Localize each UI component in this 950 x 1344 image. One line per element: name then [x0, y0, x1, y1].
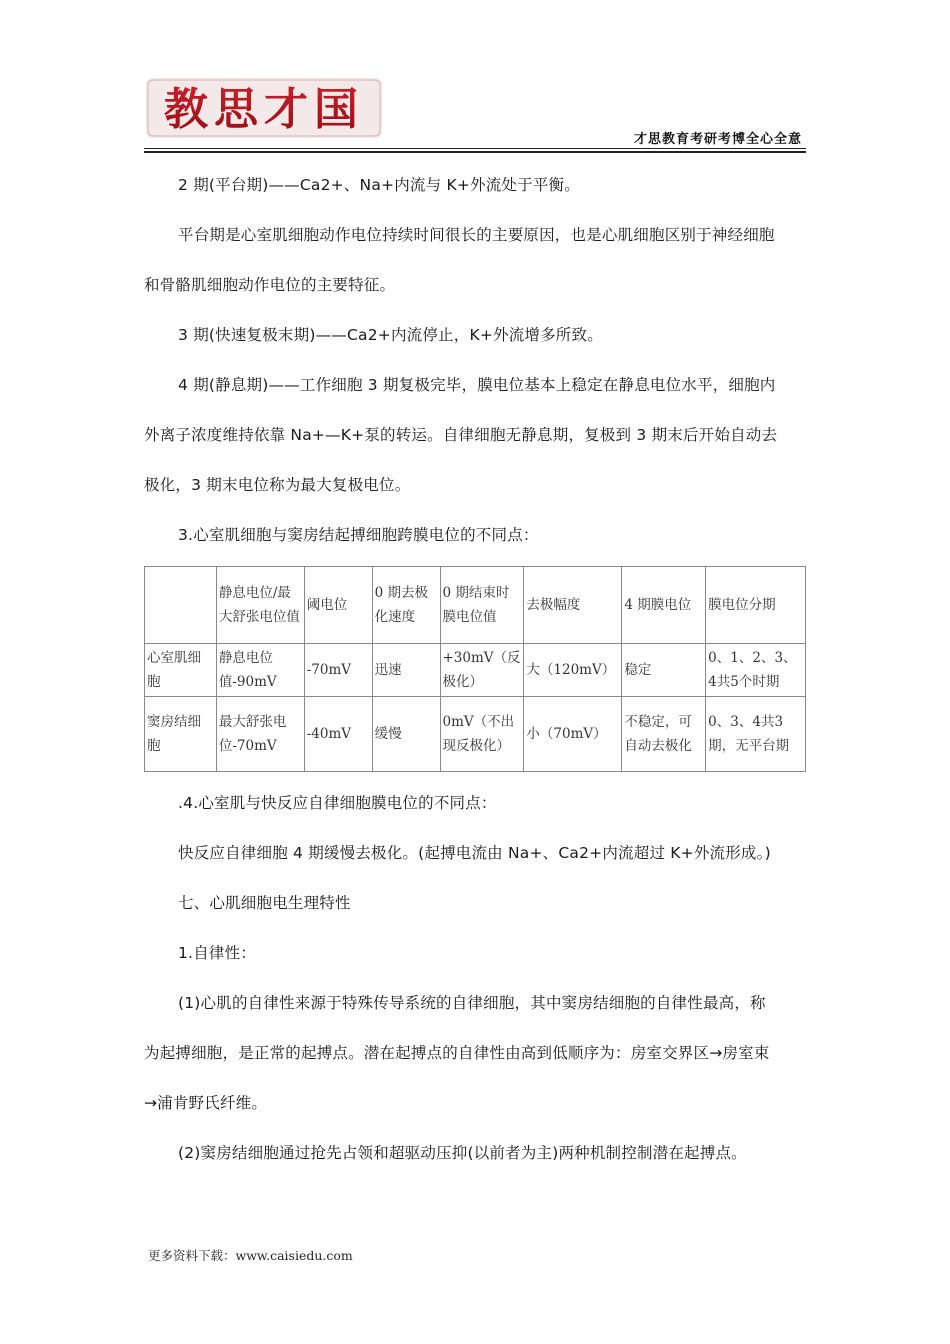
- section-heading: 七、心肌细胞电生理特性: [178, 894, 351, 912]
- table-cell: 稳定: [622, 644, 706, 697]
- table-header-cell: 去极幅度: [524, 567, 622, 644]
- table-header-cell: 4 期膜电位: [622, 567, 706, 644]
- page-header: [0, 0, 950, 160]
- table-cell: -40mV: [304, 697, 372, 772]
- paragraph: 极化，3 期末电位称为最大复极电位。: [144, 476, 411, 494]
- document-body: [144, 160, 806, 1178]
- footer-download-link[interactable]: 更多资料下载：www.caisiedu.com: [148, 1248, 353, 1263]
- comparison-table-wrap: [144, 566, 806, 772]
- table-cell: +30mV（反极化）: [440, 644, 524, 697]
- header-divider: [144, 148, 806, 149]
- section-heading: 3.心室肌细胞与窦房结起搏细胞跨膜电位的不同点：: [178, 526, 539, 544]
- paragraph: (2)窦房结细胞通过抢先占领和超驱动压抑(以前者为主)两种机制控制潜在起搏点。: [178, 1144, 747, 1162]
- paragraph: 4 期(静息期)——工作细胞 3 期复极完毕，膜电位基本上稳定在静息电位水平，细胞内: [178, 376, 776, 394]
- table-cell: 缓慢: [372, 697, 440, 772]
- header-divider-thick: [144, 151, 806, 153]
- table-cell: 心室肌细胞: [145, 644, 217, 697]
- paragraph: 快反应自律细胞 4 期缓慢去极化。(起搏电流由 Na+、Ca2+内流超过 K+外流形成。): [178, 844, 771, 862]
- paragraph: 为起搏细胞，是正常的起搏点。潜在起搏点的自律性由高到低顺序为：房室交界区→房室束: [144, 1044, 770, 1062]
- paragraph: 和骨骼肌细胞动作电位的主要特征。: [144, 276, 396, 294]
- table-cell: 0、1、2、3、4共5个时期: [706, 644, 806, 697]
- table-header-cell: 0 期去极化速度: [372, 567, 440, 644]
- table-row: [145, 697, 806, 772]
- logo-image: [146, 78, 382, 138]
- table-header-cell: 膜电位分期: [706, 567, 806, 644]
- svg-text:教思才国: 教思才国: [164, 84, 364, 135]
- paragraph: 平台期是心室肌细胞动作电位持续时间很长的主要原因，也是心肌细胞区别于神经细胞: [178, 226, 775, 244]
- paragraph: 2 期(平台期)——Ca2+、Na+内流与 K+外流处于平衡。: [178, 176, 580, 194]
- table-header-row: [145, 567, 806, 644]
- table-cell: 不稳定，可自动去极化: [622, 697, 706, 772]
- section-heading: .4.心室肌与快反应自律细胞膜电位的不同点：: [178, 794, 497, 812]
- table-cell: 大（120mV）: [524, 644, 622, 697]
- table-cell: -70mV: [304, 644, 372, 697]
- table-cell: 0、3、4共3期，无平台期: [706, 697, 806, 772]
- paragraph: →浦肯野氏纤维。: [144, 1094, 268, 1112]
- paragraph: 外离子浓度维持依靠 Na+—K+泵的转运。自律细胞无静息期，复极到 3 期末后开始自动去: [144, 426, 778, 444]
- table-row: [145, 644, 806, 697]
- table-header-cell: 静息电位/最大舒张电位值: [216, 567, 304, 644]
- table-header-cell: 0 期结束时膜电位值: [440, 567, 524, 644]
- table-cell: 小（70mV）: [524, 697, 622, 772]
- table-cell: 窦房结细胞: [145, 697, 217, 772]
- paragraph: 3 期(快速复极末期)——Ca2+内流停止，K+外流增多所致。: [178, 326, 603, 344]
- table-cell: 0mV（不出现反极化）: [440, 697, 524, 772]
- table-header-cell: 阈电位: [304, 567, 372, 644]
- table-cell: 静息电位值-90mV: [216, 644, 304, 697]
- header-slogan: 才思教育考研考博全心全意: [633, 132, 802, 147]
- paragraph: (1)心肌的自律性来源于特殊传导系统的自律细胞，其中窦房结细胞的自律性最高，称: [178, 994, 766, 1012]
- table-cell: 最大舒张电位-70mV: [216, 697, 304, 772]
- section-heading: 1.自律性：: [178, 944, 256, 962]
- table-cell: 迅速: [372, 644, 440, 697]
- table-header-cell: [145, 567, 217, 644]
- comparison-table: [144, 566, 806, 772]
